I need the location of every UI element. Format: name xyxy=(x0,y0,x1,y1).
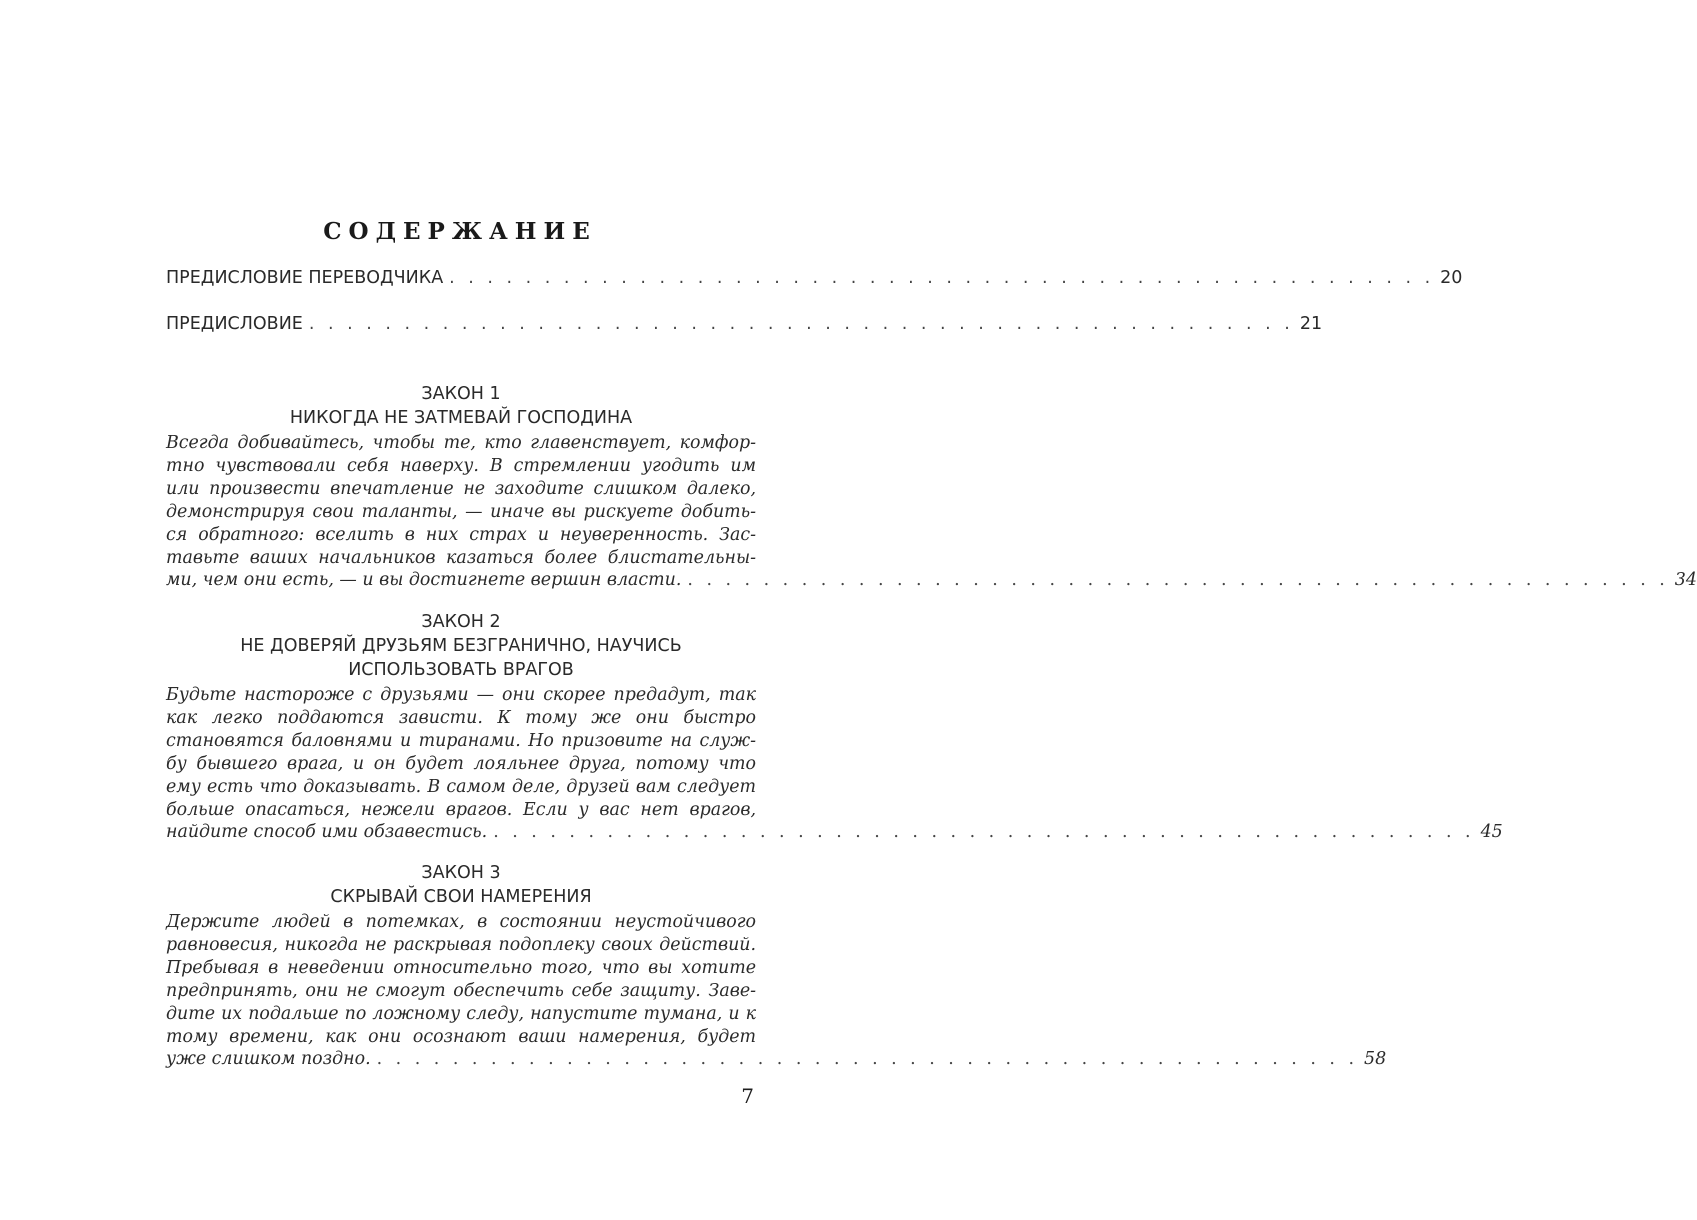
dot-leader: . . . . . . . . . . . . . . . . . . . . . . . . . . . . . . . . . . . . . . . . . . . . . . . . . . . . xyxy=(308,314,1294,334)
description-line: как легко поддаются зависти. К тому же они быстро xyxy=(166,707,756,728)
law-description xyxy=(166,684,1503,844)
page-number: 7 xyxy=(741,1084,754,1108)
description-line: Держите людей в потемках, в состоянии неустойчивого xyxy=(166,912,756,932)
law-number: ЗАКОН 3 xyxy=(421,863,501,883)
toc-law-3 xyxy=(166,861,1387,1071)
description-line: ся обратного: вселить в них страх и неуверенность. Зас- xyxy=(166,524,756,545)
dot-leader: . . . . . . . . . . . . . . . . . . . . . . . . . . . . . . . . . . . . . . . . . . . . . . . . . . . . xyxy=(493,822,1475,843)
description-line: становятся баловнями и тиранами. Но призовите на служ- xyxy=(166,730,756,751)
dot-leader: . . . . . . . . . . . . . . . . . . . . . . . . . . . . . . . . . . . . . . . . . . . . . . . . . . . . xyxy=(687,570,1669,591)
toc-entry-page: 21 xyxy=(1299,314,1323,334)
description-line: дите их подальше по ложному следу, напустите тумана, и к xyxy=(166,1003,756,1024)
description-line: Пребывая в неведении относительно того, что вы хотите xyxy=(166,957,756,978)
dot-leader: . . . . . . . . . . . . . . . . . . . . . . . . . . . . . . . . . . . . . . . . . . . . . . . . . . . . xyxy=(376,1049,1358,1070)
law-page: 45 xyxy=(1480,822,1503,843)
toc-law-2 xyxy=(166,610,1503,844)
page-title: СОДЕРЖАНИЕ xyxy=(323,218,597,245)
law-title: НИКОГДА НЕ ЗАТМЕВАЙ ГОСПОДИНА xyxy=(289,408,633,428)
law-description xyxy=(166,911,1387,1071)
description-line: ми, чем они есть, — и вы достигнете вершин власти. xyxy=(166,570,682,591)
description-line: Будьте настороже с друзьями — они скорее предадут, так xyxy=(166,685,756,705)
description-line: бу бывшего врага, и он будет лояльнее друга, потому что xyxy=(166,753,756,774)
description-line: больше опасаться, нежели врагов. Если у вас нет врагов, xyxy=(166,799,756,820)
law-title: ИСПОЛЬЗОВАТЬ ВРАГОВ xyxy=(348,660,574,680)
description-line: тому времени, как они осознают ваши намерения, будет xyxy=(166,1026,756,1047)
dot-leader: . . . . . . . . . . . . . . . . . . . . . . . . . . . . . . . . . . . . . . . . . . . . . . . . . . . . xyxy=(449,268,1435,288)
law-number: ЗАКОН 2 xyxy=(421,612,501,632)
description-line: тавьте ваших начальников казаться более блистательны- xyxy=(166,547,756,568)
toc-entry-translator-preface xyxy=(166,268,1463,288)
toc-entry-preface xyxy=(166,314,1323,334)
description-line: Всегда добивайтесь, чтобы те, кто главенствует, комфор- xyxy=(166,433,756,453)
description-line: уже слишком поздно. xyxy=(166,1049,371,1070)
law-page: 34 xyxy=(1674,570,1697,591)
toc-entry-label: ПРЕДИСЛОВИЕ xyxy=(166,314,303,334)
description-line: ему есть что доказывать. В самом деле, друзей вам следует xyxy=(166,776,756,797)
description-line: найдите способ ими обзавестись. xyxy=(166,822,488,843)
description-last-line xyxy=(166,1048,1387,1071)
law-description xyxy=(166,432,1697,592)
law-title: СКРЫВАЙ СВОИ НАМЕРЕНИЯ xyxy=(330,887,592,907)
description-last-line xyxy=(166,569,1697,592)
description-last-line xyxy=(166,821,1503,844)
law-page: 58 xyxy=(1364,1049,1387,1070)
description-line: тно чувствовали себя наверху. В стремлении угодить им xyxy=(166,455,756,476)
description-line: или произвести впечатление не заходите слишком далеко, xyxy=(166,478,756,499)
toc-law-1 xyxy=(166,382,1697,592)
description-line: демонстрируя свои таланты, — иначе вы рискуете добить- xyxy=(166,501,756,522)
toc-entry-label: ПРЕДИСЛОВИЕ ПЕРЕВОДЧИКА xyxy=(166,268,444,288)
law-number: ЗАКОН 1 xyxy=(421,384,501,404)
law-title: НЕ ДОВЕРЯЙ ДРУЗЬЯМ БЕЗГРАНИЧНО, НАУЧИСЬ xyxy=(240,636,682,656)
toc-entry-page: 20 xyxy=(1440,268,1463,288)
description-line: предпринять, они не смогут обеспечить себе защиту. Заве- xyxy=(166,980,756,1001)
description-line: равновесия, никогда не раскрывая подоплеку своих действий. xyxy=(166,934,756,955)
